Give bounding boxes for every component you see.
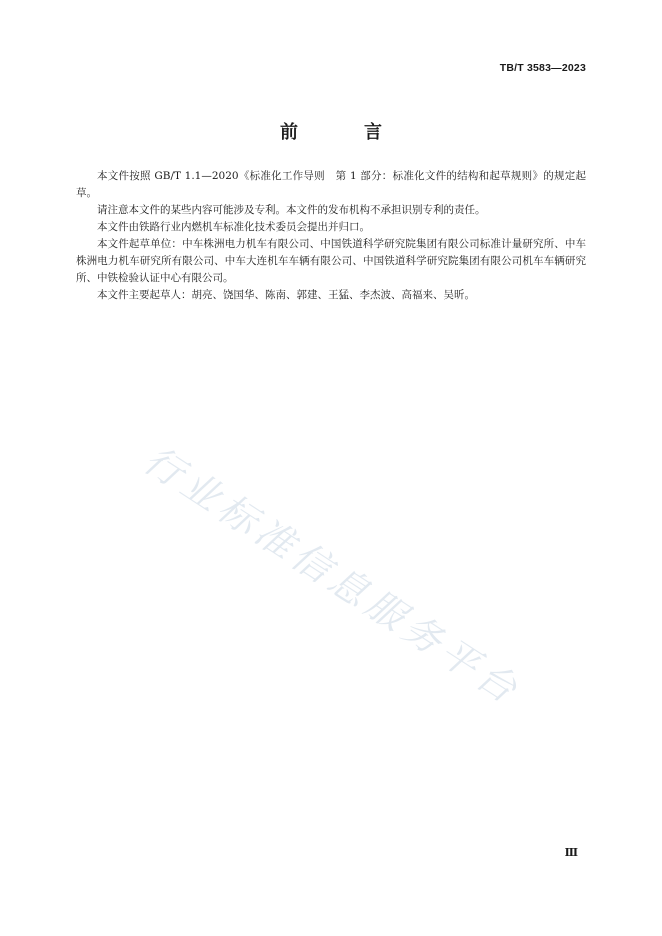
paragraph-drafting-units: 本文件起草单位：中车株洲电力机车有限公司、中国铁道科学研究院集团有限公司标准计量研究所、中车株洲电力机车研究所有限公司、中车大连机车车辆有限公司、中国铁道科学研究院集团有限公司机车车辆研究所、中铁检验认证中心有限公司。 bbox=[76, 238, 586, 284]
page-number: Ⅲ bbox=[564, 846, 578, 859]
watermark: 行业标准信息服务平台 bbox=[136, 437, 530, 715]
paragraph-drafters: 本文件主要起草人：胡亮、饶国华、陈南、郭建、王猛、李杰波、高福来、吴昕。 bbox=[97, 289, 475, 301]
standard-code: TB/T 3583—2023 bbox=[499, 62, 586, 74]
paragraph-proposer: 本文件由铁路行业内燃机车标准化技术委员会提出并归口。 bbox=[97, 221, 370, 233]
foreword-body bbox=[76, 168, 586, 304]
page-title: 前 言 bbox=[280, 122, 406, 143]
paragraph-drafting-rules: 本文件按照 GB/T 1.1—2020《标准化工作导则 第 1 部分：标准化文件的结构和起草规则》的规定起草。 bbox=[76, 170, 586, 199]
paragraph-patent-notice: 请注意本文件的某些内容可能涉及专利。本文件的发布机构不承担识别专利的责任。 bbox=[97, 204, 486, 216]
